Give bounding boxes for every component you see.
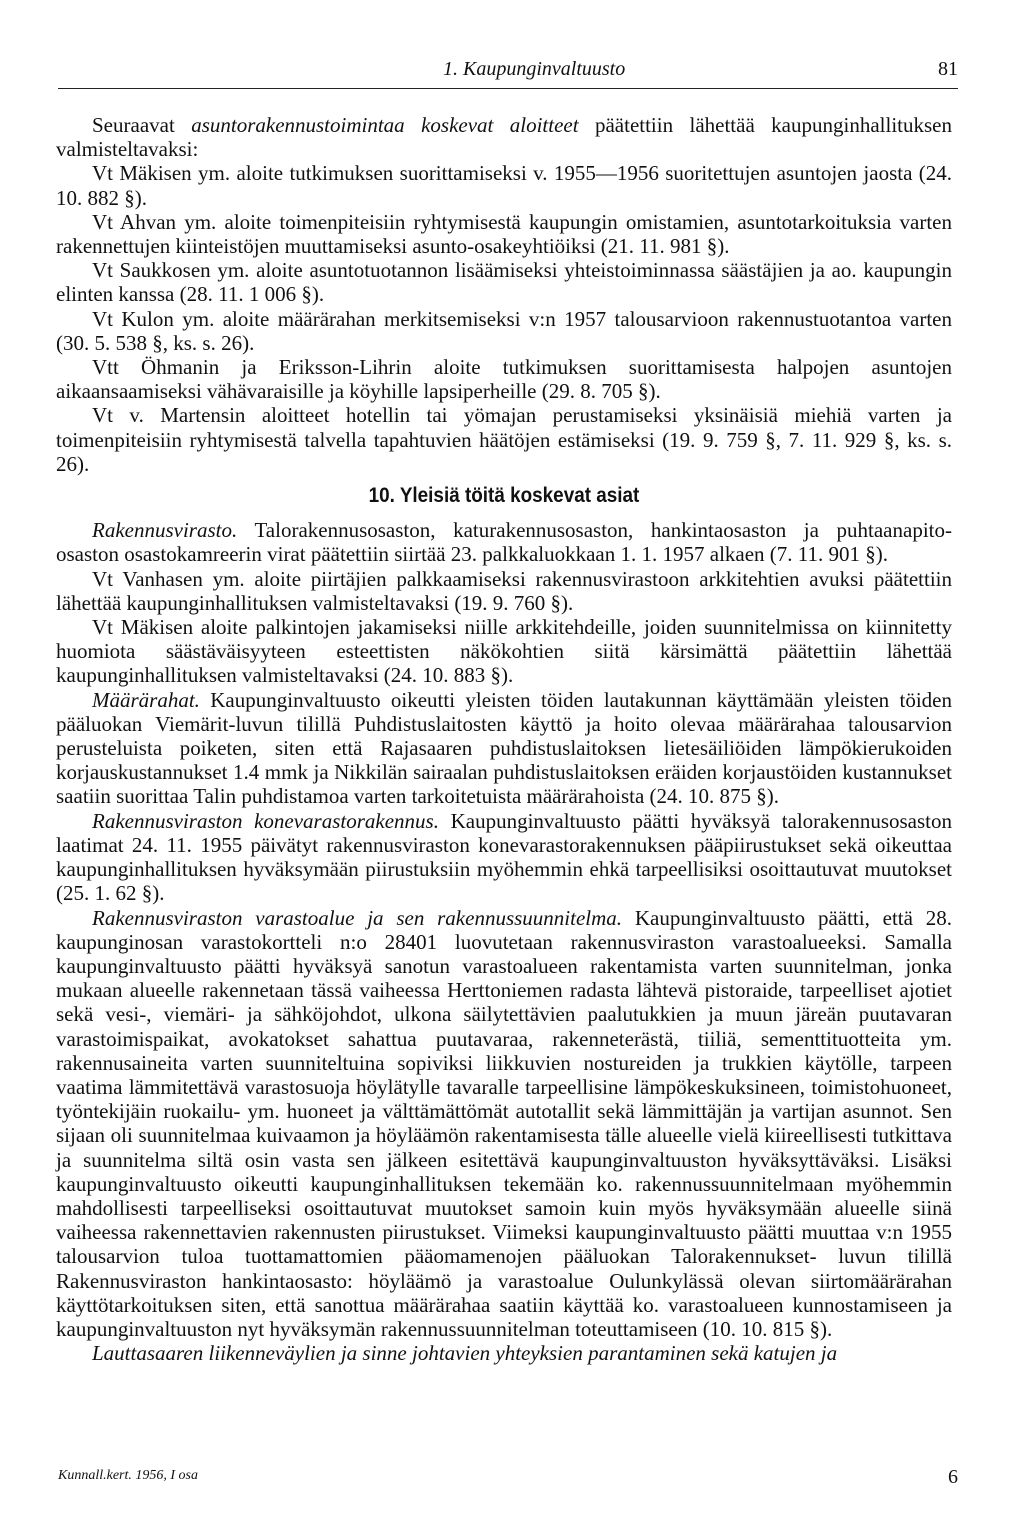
header-title: 1. Kaupunginvaltuusto: [443, 58, 626, 80]
section-paragraph: Vt Mäkisen aloite palkintojen jakamiseksi niille arkkitehdeille, joiden suunnitelmissa on kiinnitetty huomiota säästäväisyyteen esteettisten näkökohtien siitä kärsimättä päätettiin lähettää kaupunginhallituksen valmisteltavaksi (24. 10. 883 §).: [56, 615, 952, 688]
section-heading: 10. Yleisiä töitä koskevat asiat: [368, 484, 640, 508]
page-footer: [58, 1468, 958, 1492]
intro-paragraph: Seuraavat asuntorakennustoimintaa koskevat aloitteet päätettiin lähettää kaupunginhallituksen valmisteltavaksi:: [56, 113, 952, 162]
motion-item: Vt Saukkosen ym. aloite asuntotuotannon lisäämiseksi yhteistoiminnassa säästäjien ja ao. kaupungin elinten kanssa (28. 11. 1 006 §).: [56, 258, 952, 307]
section-paragraph: Vt Vanhasen ym. aloite piirtäjien palkkaamiseksi rakennusvirastoon arkkitehtien avuksi päätettiin lähettää kaupunginhallituksen valmisteltavaksi (19. 9. 760 §).: [56, 566, 952, 615]
section-paragraph: Rakennusvirasto. Talorakennusosaston, katurakennusosaston, hankintaosaston ja puhtaanapito-osaston osastokamreerin virat päätettiin siirtää 23. palkkaluokkaan 1. 1. 1957 alkaen (7. 11. 901 §).: [56, 518, 952, 567]
running-header: [58, 58, 958, 89]
motion-item: Vtt Öhmanin ja Eriksson-Lihrin aloite tutkimuksen suorittamisesta halpojen asuntojen aikaansaamiseksi vähävaraisille ja köyhille lapsiperheille (29. 8. 705 §).: [56, 355, 952, 404]
motion-item: Vt v. Martensin aloitteet hotellin tai yömajan perustamiseksi yksinäisiä miehiä varten ja toimenpiteisiin ryhtymisestä talvella tapahtuvien häätöjen estämiseksi (19. 9. 759 §, 7. 11. 929 §, ks. s. 26).: [56, 403, 952, 476]
motion-item: Vt Ahvan ym. aloite toimenpiteisiin ryhtymisestä kaupungin omistamien, asuntotarkoituksia varten rakennettujen kiinteistöjen muuttamiseksi asunto-osakeyhtiöiksi (21. 11. 981 §).: [56, 209, 952, 259]
section-paragraph: Määrärahat. Kaupunginvaltuusto oikeutti yleisten töiden lautakunnan käyttämään yleisten töiden pääluokan Viemärit-luvun tilillä Puhdistuslaitosten käyttö ja hoito olevaa määrärahaa talousarvion perusteluista poiketen, siten että Rajasaaren puhdistuslaitoksen lietesäiliöiden lämpökierukoiden korjauskustannukset 1.4 mmk ja Nikkilän sairaalan puhdistuslaitoksen eräiden korjaustöiden kustannukset saatiin suorittaa Talin puhdistamoa varten tarkoitetuista määrärahoista (24. 10. 875 §).: [56, 687, 952, 809]
signature-number: 6: [948, 1466, 958, 1488]
motion-item: Vt Mäkisen ym. aloite tutkimuksen suorittamiseksi v. 1955—1956 suoritettujen asuntojen jaosta (24. 10. 882 §).: [56, 161, 952, 210]
section-paragraph: Lauttasaaren liikenneväylien ja sinne johtavien yhteyksien parantaminen sekä katujen ja: [92, 1341, 838, 1366]
section-paragraph: Rakennusviraston varastoalue ja sen rakennussuunnitelma. Kaupunginvaltuusto päätti, että 28. kaupunginosan varastokortteli n:o 28401 luovutetaan rakennusviraston varastoalueeksi. Samalla kaupunginvaltuusto päätti hyväksyä sanotun varastoalueen rakentamista varten suunnitelman, jonka mukaan alueelle rakennetaan tässä vaiheessa Herttoniemen radasta lähtevä pistoraide, tarpeelliset ajotiet sekä vesi-, viemäri- ja sähköjohdot, ulkona säilytettävien paalutukkien ja muun järeän puutavaran varastoimispaikat, avokatokset sahattua puutavaraa, rakenneterästä, tiiliä, sementtituotteita ym. rakennusaineita varten suunniteltuina sopiviksi liikkuvien nostureiden ja trukkien käytölle, tarpeen vaatima lämmitettävä varastosuoja höylätylle tavaralle tarpeellisine lämpökeskuksineen, toimistohuoneet, työntekijäin ruokailu- ym. huoneet ja välttämättömät autotallit sekä lämmittäjän ja vartijan asunnot. Sen sijaan oli suunnitelmaa kuivaamon ja höyläämön rakentamisesta tälle alueelle vielä kiireellisesti tutkittava ja suunnitelma siltä osin vasta sen jälkeen esitettävä kaupunginvaltuuston hyväksyttäväksi. Lisäksi kaupunginvaltuusto oikeutti kaupunginhallituksen tekemään ko. rakennussuunnitelmaan myöhemmin mahdollisesti tarpeelliseksi osoittautuvat muutokset samoin kuin myös hyväksymään alueelle siinä vaiheessa rakennettavien rakennusten piirustukset. Viimeksi kaupunginvaltuusto päätti muuttaa v:n 1955 talousarvion tuloa tuottamattomien pääomamenojen pääluokan Talorakennukset- luvun tilillä Rakennusviraston hankintaosasto: höyläämö ja varastoalue Oulunkylässä olevan siirtomäärärahan käyttötarkoituksen siten, että sanottua määrärahaa saatiin käyttää ko. varastoalueen kunnostamiseen ja kaupunginvaltuuston nyt hyväksymän rakennussuunnitelman toteuttamiseen (10. 10. 815 §).: [56, 905, 952, 1341]
page-body: [56, 113, 952, 1365]
section-paragraph: Rakennusviraston konevarastorakennus. Kaupunginvaltuusto päätti hyväksyä talorakennusosaston laatimat 24. 11. 1955 päivätyt rakennusviraston konevarastorakennuksen pääpiirustukset sekä oikeuttaa kaupunginhallituksen hyväksymään piirustuksiin myöhemmin ehkä tarpeellisiksi osoittautuvat muutokset (25. 1. 62 §).: [56, 808, 952, 906]
page-number: 81: [938, 58, 958, 80]
motion-item: Vt Kulon ym. aloite määrärahan merkitsemiseksi v:n 1957 talousarvioon rakennustuotantoa varten (30. 5. 538 §, ks. s. 26).: [56, 306, 952, 355]
footer-source: Kunnall.kert. 1956, I osa: [58, 1468, 198, 1483]
